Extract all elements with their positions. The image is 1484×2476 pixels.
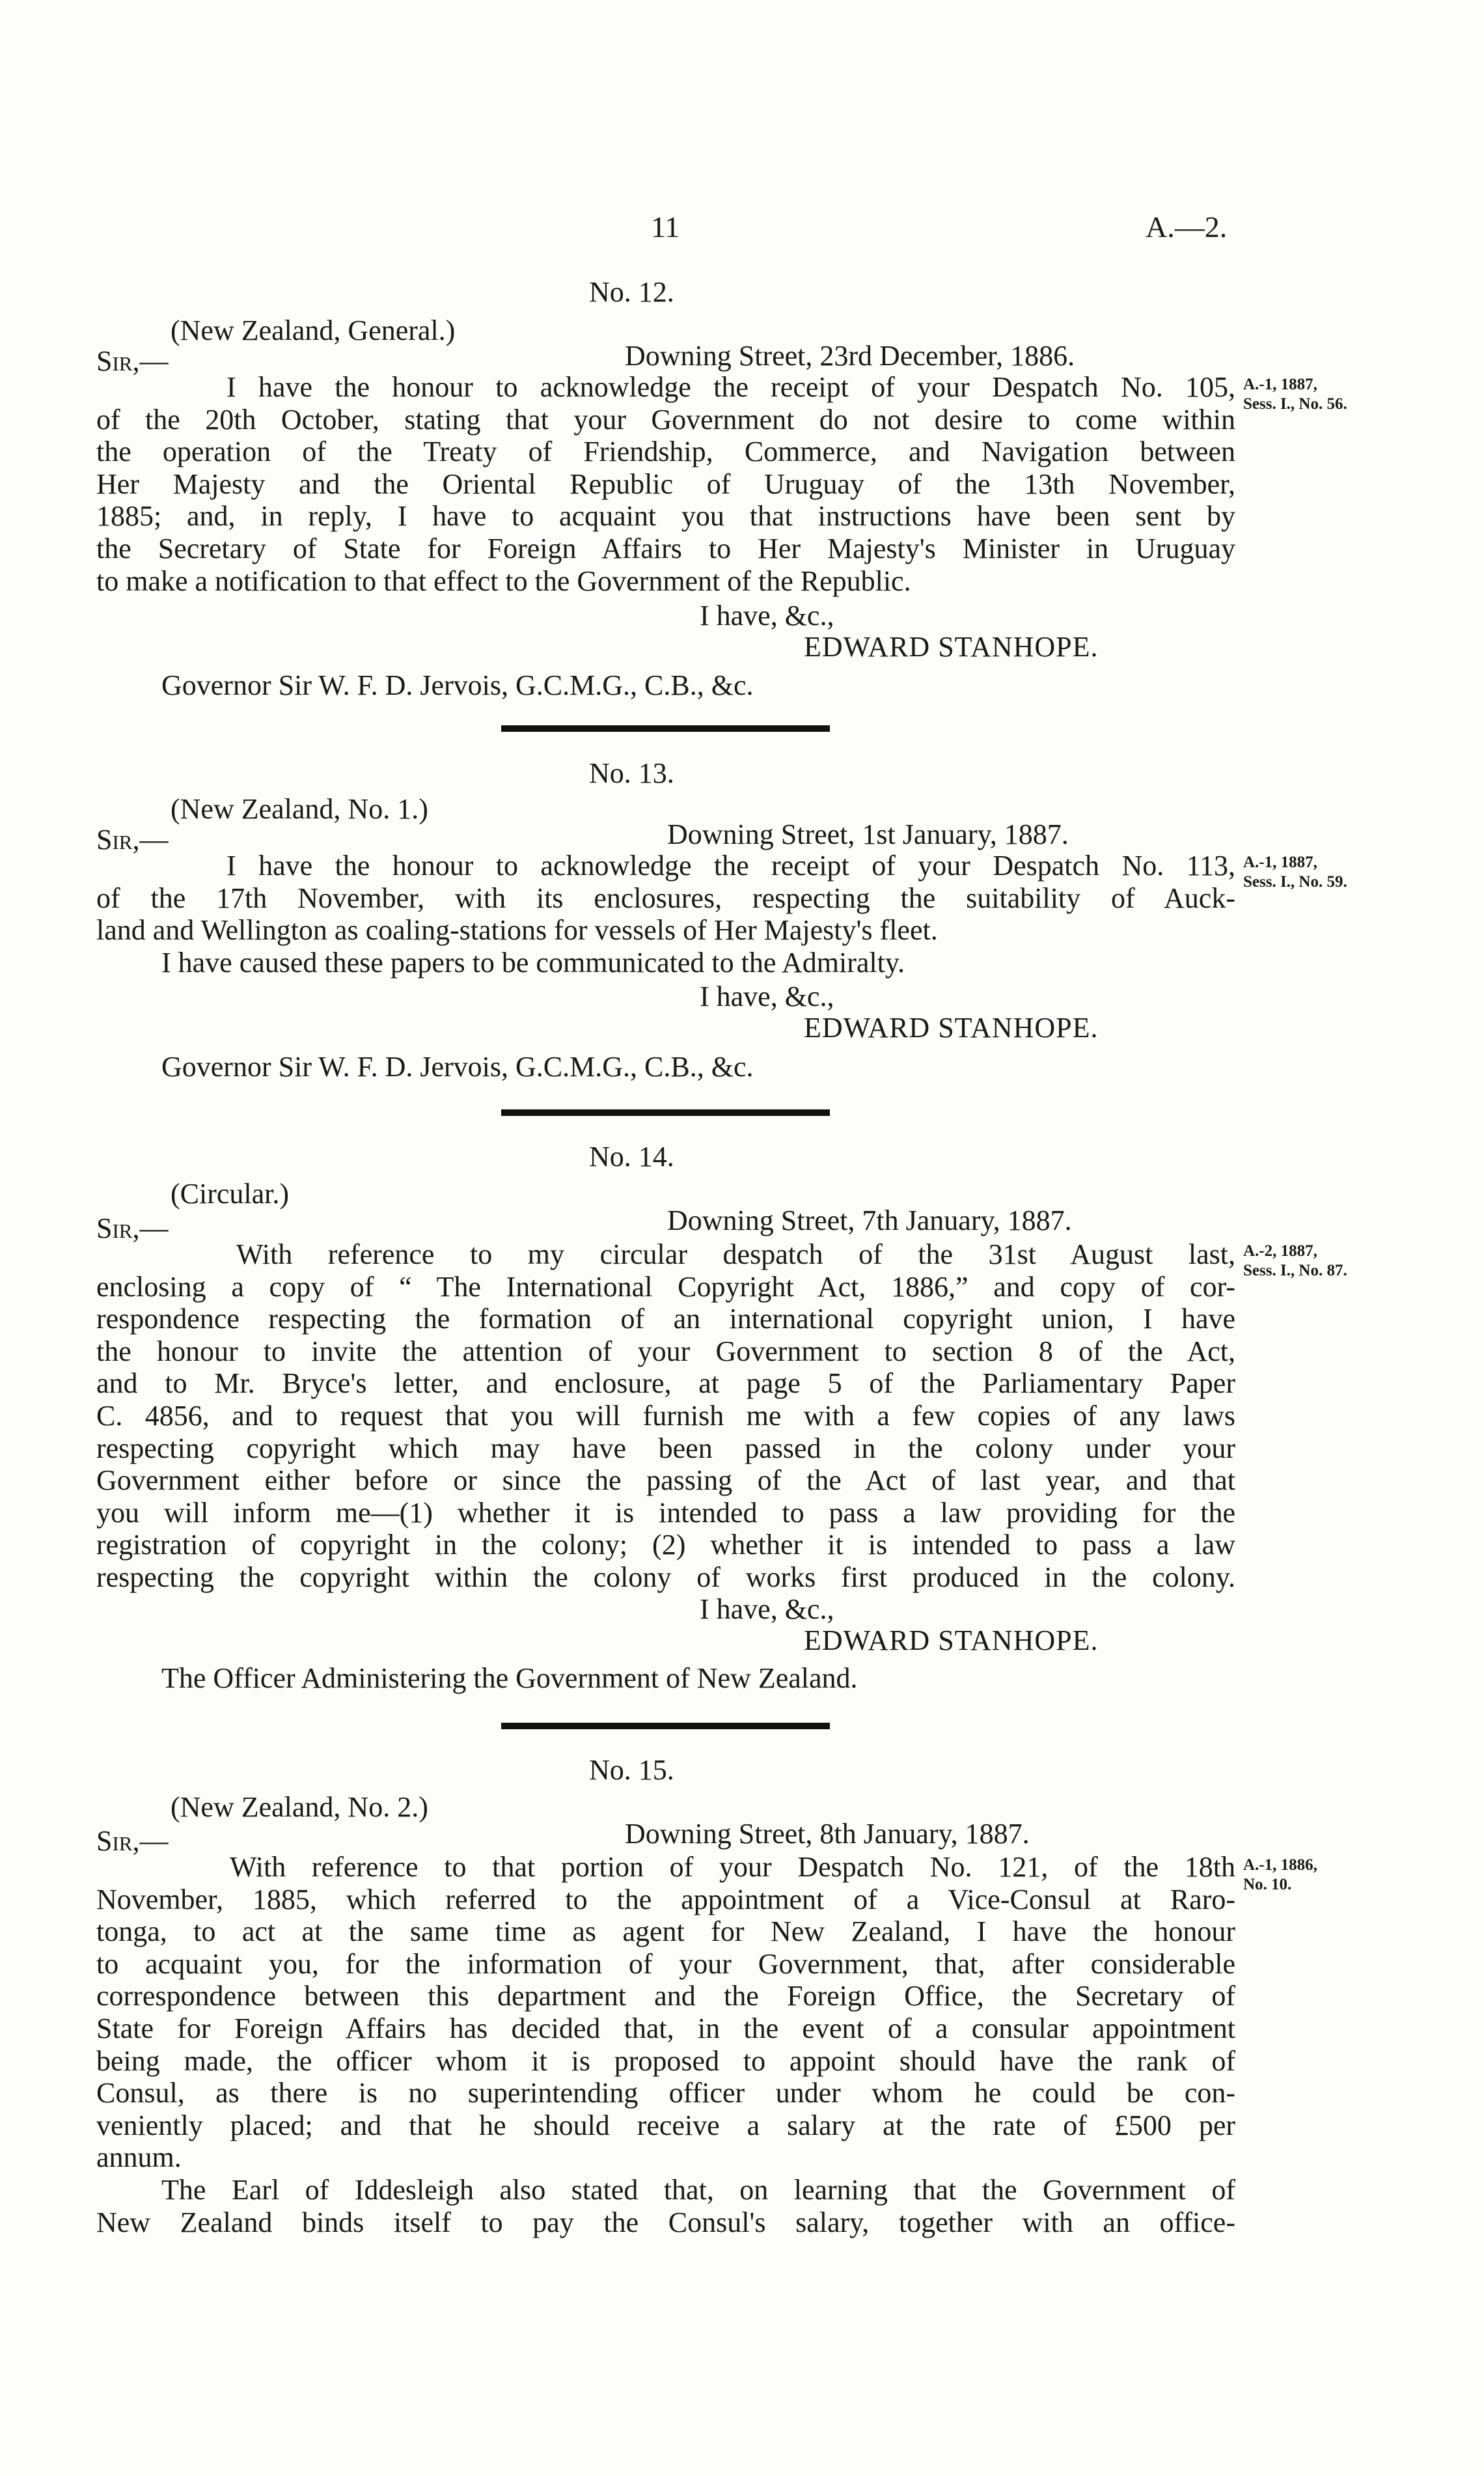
- despatch-number: No. 14.: [589, 1141, 674, 1173]
- body-line: respecting copyright which may have been passed in the colony under your: [96, 1432, 1235, 1464]
- body-line: Government either before or since the passing of the Act of last year, and that: [96, 1464, 1235, 1497]
- despatch-series: (Circular.): [171, 1178, 290, 1210]
- page-number: 11: [651, 210, 680, 243]
- body-line: State for Foreign Affairs has decided that, in the event of a consular appointment: [96, 2012, 1235, 2044]
- closing: I have, &c.,: [700, 600, 834, 632]
- margin-note-line: Sess. I., No. 56.: [1243, 395, 1347, 413]
- section-divider: [501, 725, 830, 732]
- despatch-number: No. 12.: [589, 276, 674, 308]
- body-line: C. 4856, and to request that you will furnish me with a few copies of any laws: [96, 1399, 1235, 1432]
- margin-note-line: No. 10.: [1243, 1876, 1292, 1893]
- despatch-series: (New Zealand, No. 2.): [171, 1791, 428, 1823]
- margin-note-line: Sess. I., No. 87.: [1243, 1262, 1347, 1279]
- signature: EDWARD STANHOPE.: [804, 631, 1099, 663]
- despatch-number: No. 15.: [589, 1754, 674, 1786]
- body-line: I have the honour to acknowledge the receipt of your Despatch No. 113,: [227, 850, 1235, 882]
- body-line: registration of copyright in the colony; (2) whether it is intended to pass a law: [96, 1529, 1235, 1561]
- body-line: New Zealand binds itself to pay the Consul's salary, together with an office-: [96, 2206, 1235, 2238]
- closing: I have, &c.,: [700, 981, 834, 1012]
- body-line: With reference to my circular despatch of the 31st August last,: [236, 1238, 1235, 1270]
- despatch-number: No. 13.: [589, 757, 674, 789]
- place-date: Downing Street, 7th January, 1887.: [667, 1204, 1072, 1236]
- body-line: the honour to invite the attention of your Government to section 8 of the Act,: [96, 1335, 1235, 1367]
- body-line: I have caused these papers to be communicated to the Admiralty.: [161, 946, 905, 979]
- margin-note: [1243, 853, 1347, 892]
- body-line: land and Wellington as coaling-stations for vessels of Her Majesty's fleet.: [96, 914, 938, 947]
- body-line: the Secretary of State for Foreign Affairs to Her Majesty's Minister in Uruguay: [96, 532, 1235, 564]
- body-line: tonga, to act at the same time as agent for New Zealand, I have the honour: [96, 1915, 1235, 1948]
- body-line: respecting the copyright within the colony of works first produced in the colony.: [96, 1561, 1235, 1593]
- addressee: The Officer Administering the Government of New Zealand.: [161, 1662, 858, 1694]
- body-line: you will inform me—(1) whether it is intended to pass a law providing for the: [96, 1496, 1235, 1529]
- body-line: enclosing a copy of “ The International Copyright Act, 1886,” and copy of cor-: [96, 1270, 1235, 1303]
- place-date: Downing Street, 8th January, 1887.: [625, 1818, 1030, 1850]
- closing: I have, &c.,: [700, 1593, 834, 1625]
- body-line: I have the honour to acknowledge the receipt of your Despatch No. 105,: [227, 371, 1235, 403]
- despatch-body: [96, 371, 1235, 597]
- addressee: Governor Sir W. F. D. Jervois, G.C.M.G., C.B., &c.: [161, 669, 754, 701]
- section-divider: [501, 1723, 830, 1729]
- salutation: Sir,—: [96, 1212, 169, 1244]
- place-date: Downing Street, 1st January, 1887.: [667, 818, 1069, 850]
- body-line: correspondence between this department and the Foreign Office, the Secretary of: [96, 1980, 1235, 2012]
- body-line: to acquaint you, for the information of your Government, that, after considerable: [96, 1947, 1235, 1980]
- body-line: 1885; and, in reply, I have to acquaint you that instructions have been sent by: [96, 500, 1235, 533]
- addressee: Governor Sir W. F. D. Jervois, G.C.M.G., C.B., &c.: [161, 1051, 754, 1083]
- margin-note-line: A.-1, 1886,: [1243, 1856, 1317, 1874]
- margin-note: [1243, 375, 1347, 414]
- body-line: of the 17th November, with its enclosures, respecting the suitability of Auck-: [96, 882, 1235, 914]
- body-line: respondence respecting the formation of an international copyright union, I have: [96, 1303, 1235, 1335]
- margin-note-line: Sess. I., No. 59.: [1243, 873, 1347, 891]
- margin-note-line: A.-1, 1887,: [1243, 376, 1317, 393]
- salutation: Sir,—: [96, 1825, 169, 1857]
- salutation: Sir,—: [96, 345, 169, 377]
- despatch-body: [96, 1238, 1235, 1594]
- body-line: annum.: [96, 2141, 182, 2174]
- body-line: Her Majesty and the Oriental Republic of Uruguay of the 13th November,: [96, 467, 1235, 500]
- margin-note-line: A.-1, 1887,: [1243, 854, 1317, 871]
- body-line: and to Mr. Bryce's letter, and enclosure, at page 5 of the Parliamentary Paper: [96, 1367, 1235, 1400]
- body-line: veniently placed; and that he should receive a salary at the rate of £500 per: [96, 2109, 1235, 2141]
- body-line: of the 20th October, stating that your Government do not desire to come within: [96, 403, 1235, 436]
- salutation: Sir,—: [96, 824, 169, 855]
- margin-note-line: A.-2, 1887,: [1243, 1242, 1317, 1260]
- signature: EDWARD STANHOPE.: [804, 1012, 1099, 1044]
- section-divider: [501, 1109, 830, 1116]
- signature: EDWARD STANHOPE.: [804, 1624, 1099, 1656]
- place-date: Downing Street, 23rd December, 1886.: [625, 340, 1075, 372]
- despatch-series: (New Zealand, General.): [171, 314, 456, 346]
- body-line: to make a notification to that effect to the Government of the Republic.: [96, 564, 911, 597]
- despatch-body: [96, 850, 1235, 979]
- body-line: Consul, as there is no superintending officer under whom he could be con-: [96, 2077, 1235, 2109]
- despatch-body: [96, 1851, 1235, 2238]
- margin-note: [1243, 1242, 1347, 1281]
- paper-reference: A.—2.: [1146, 210, 1228, 243]
- despatch-series: (New Zealand, No. 1.): [171, 793, 428, 825]
- body-line: the operation of the Treaty of Friendship, Commerce, and Navigation between: [96, 436, 1235, 468]
- body-line: With reference to that portion of your Despatch No. 121, of the 18th: [230, 1851, 1235, 1883]
- body-line: The Earl of Iddesleigh also stated that, on learning that the Government of: [161, 2173, 1235, 2206]
- margin-note: [1243, 1856, 1317, 1895]
- body-line: November, 1885, which referred to the appointment of a Vice-Consul at Raro-: [96, 1883, 1235, 1915]
- body-line: being made, the officer whom it is proposed to appoint should have the rank of: [96, 2044, 1235, 2077]
